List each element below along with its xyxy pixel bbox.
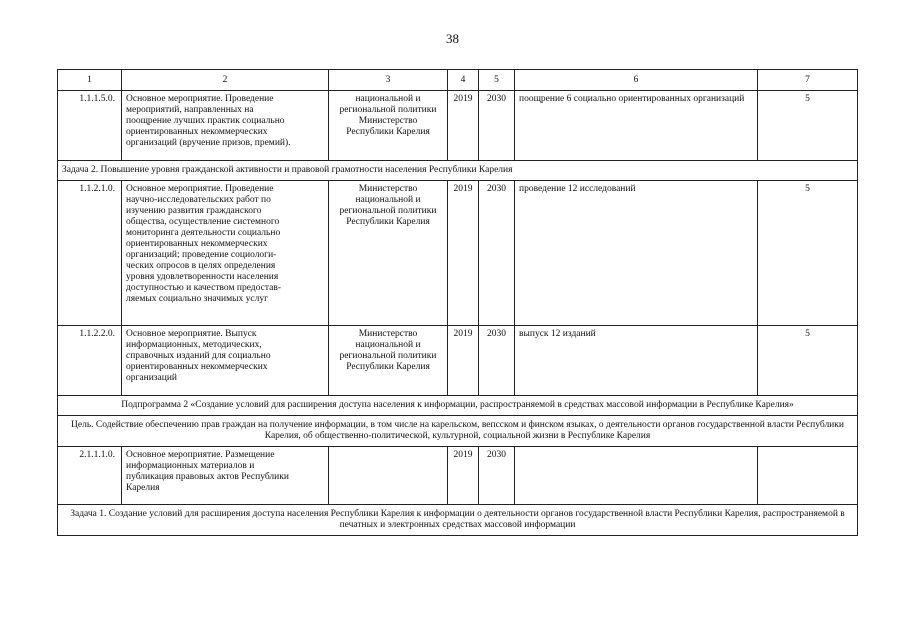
executor: Министерство национальной и региональной политики Республики Карелия xyxy=(329,326,448,396)
start-year: 2019 xyxy=(448,326,479,396)
start-year: 2019 xyxy=(448,181,479,326)
executor: национальной и региональной политики Министерство Республики Карелия xyxy=(329,91,448,161)
measure-description: Основное мероприятие. Проведение научно-исследовательских работ по изучению развития гражданского общества, осуществление системного мониторинга деятельности социально ориентированных некоммерческих организаций; проведение социологи- ческих опросов в целях определения уровня удовлетворенности населения доступностью и качеством предостав- ляемых социально значимых услуг xyxy=(122,181,329,326)
column-header: 7 xyxy=(758,70,858,91)
measure-code: 1.1.1.5.0. xyxy=(58,91,122,161)
end-year: 2030 xyxy=(479,91,515,161)
table-row xyxy=(58,91,858,161)
measure-description: Основное мероприятие. Выпуск информационных, методических, справочных изданий для социально ориентированных некоммерческих организаций xyxy=(122,326,329,396)
page-number: 38 xyxy=(446,31,459,46)
task-heading: Задача 1. Создание условий для расширения доступа населения Республики Карелия к информации о деятельности органов государственной власти Республики Карелия, распространяемой в печатных и электронных средствах массовой информации xyxy=(58,505,858,536)
column-header: 4 xyxy=(448,70,479,91)
executor: Министерство национальной и региональной политики Республики Карелия xyxy=(329,181,448,326)
task-heading: Задача 2. Повышение уровня гражданской активности и правовой грамотности населения Республики Карелия xyxy=(58,161,858,181)
column-header: 2 xyxy=(122,70,329,91)
indicator-value: 5 xyxy=(758,181,858,326)
column-number-row xyxy=(58,70,858,91)
expected-result: выпуск 12 изданий xyxy=(515,326,758,396)
table-row xyxy=(58,181,858,326)
expected-result: поощрение 6 социально ориентированных организаций xyxy=(515,91,758,161)
measure-description: Основное мероприятие. Проведение мероприятий, направленных на поощрение лучших практик социально ориентированных некоммерческих организаций (вручение призов, премий). xyxy=(122,91,329,161)
measures-table xyxy=(57,69,858,536)
end-year: 2030 xyxy=(479,326,515,396)
subprogram-row xyxy=(58,396,858,416)
measure-code: 1.1.2.2.0. xyxy=(58,326,122,396)
table-row xyxy=(58,447,858,505)
goal-heading: Цель. Содействие обеспечению прав граждан на получение информации, в том числе на карельском, вепсском и финском языках, о деятельности органов государственной власти Республики Карелия, об общественно-политической, культурной, социальной жизни в Республике Карелия xyxy=(58,416,858,447)
goal-row xyxy=(58,416,858,447)
expected-result xyxy=(515,447,758,505)
column-header: 1 xyxy=(58,70,122,91)
indicator-value: 5 xyxy=(758,91,858,161)
start-year: 2019 xyxy=(448,91,479,161)
indicator-value xyxy=(758,447,858,505)
start-year: 2019 xyxy=(448,447,479,505)
measure-description: Основное мероприятие. Размещение информационных материалов и публикация правовых актов Республики Карелия xyxy=(122,447,329,505)
expected-result: проведение 12 исследований xyxy=(515,181,758,326)
measure-code: 1.1.2.1.0. xyxy=(58,181,122,326)
executor xyxy=(329,447,448,505)
column-header: 3 xyxy=(329,70,448,91)
task-row xyxy=(58,161,858,181)
end-year: 2030 xyxy=(479,447,515,505)
end-year: 2030 xyxy=(479,181,515,326)
indicator-value: 5 xyxy=(758,326,858,396)
measure-code: 2.1.1.1.0. xyxy=(58,447,122,505)
subprogram-heading: Подпрограмма 2 «Создание условий для расширения доступа населения к информации, распространяемой в средствах массовой информации в Республике Карелия» xyxy=(58,396,858,416)
table-row xyxy=(58,326,858,396)
task-row xyxy=(58,505,858,536)
column-header: 6 xyxy=(515,70,758,91)
column-header: 5 xyxy=(479,70,515,91)
